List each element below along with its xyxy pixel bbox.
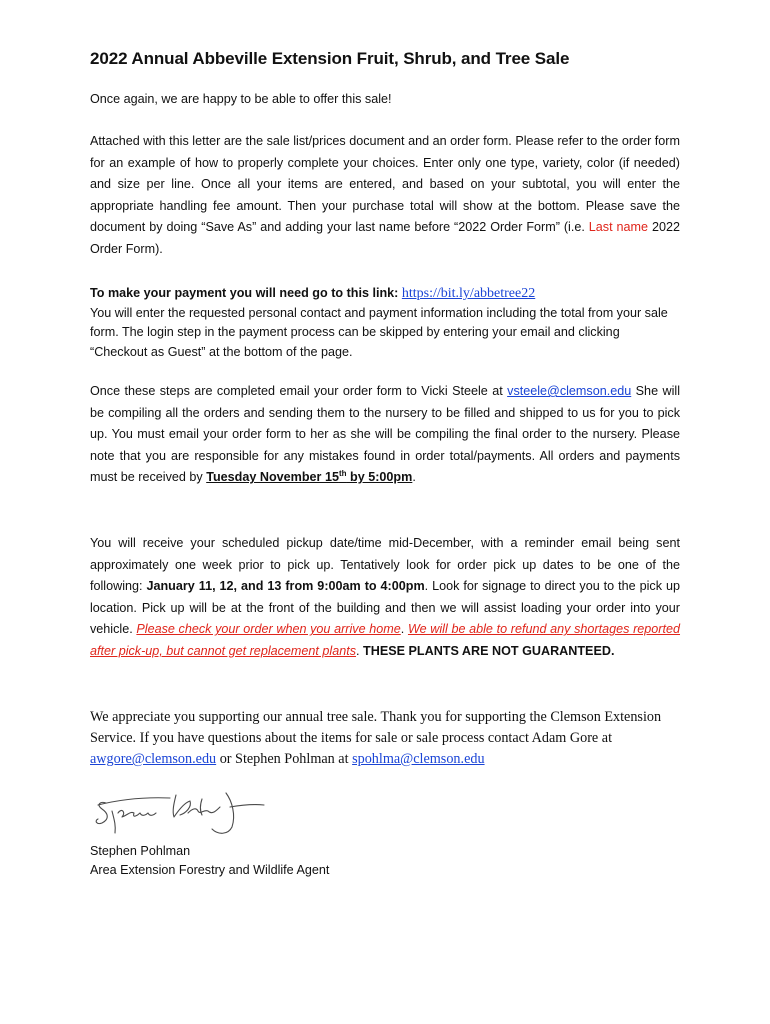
signer-name: Stephen Pohlman — [90, 844, 191, 858]
warning-separator: . — [400, 622, 408, 637]
thanks-text: We appreciate you supporting our annual tree sale. Thank you for supporting the Clemson Extension Service. If you have questions about the items for sale or sale process contact Adam Gore at — [90, 709, 662, 746]
vsteele-email-link[interactable]: vsteele@clemson.edu — [507, 384, 632, 398]
deadline-date: Tuesday November 15 — [206, 470, 339, 485]
pickup-paragraph — [90, 533, 680, 663]
pickup-text: You will receive your scheduled pickup date/time mid-December, with a reminder email being sent approximately one week prior to pick up. Tentatively look for order pick up dates to be one of the following: — [90, 536, 680, 594]
payment-paragraph — [90, 284, 680, 362]
refund-warning: We will be able to refund any shortages reported after pick-up, but cannot get replacement plants — [90, 622, 681, 658]
pickup-dates: January 11, 12, and 13 from 9:00am to 4:00pm — [146, 579, 425, 594]
deadline — [206, 470, 412, 484]
instructions-text-end: 2022 Order Form). — [90, 220, 681, 256]
pickup-text-2: . Look for signage to direct you to the pick up location. Pick up will be at the front of the building and then we will assist loading your order into your vehicle. — [90, 579, 680, 637]
thanks-text-2: or Stephen Pohlman at — [216, 751, 353, 767]
warning-separator-2: . — [356, 643, 364, 658]
deadline-period: . — [412, 470, 416, 485]
payment-link[interactable]: https://bit.ly/abbetree22 — [401, 286, 536, 301]
signer-title: Area Extension Forestry and Wildlife Agent — [90, 863, 330, 877]
awgore-email-link[interactable]: awgore@clemson.edu — [90, 751, 217, 767]
check-order-warning: Please check your order when you arrive home — [136, 622, 401, 637]
order-email-paragraph — [90, 381, 680, 489]
spohlma-email-link[interactable]: spohlma@clemson.edu — [352, 751, 485, 767]
payment-text: You will enter the requested personal contact and payment information including the total from your sale form. The login step in the payment process can be skipped by entering your email and clicking “Checkout as Guest” at the bottom of the page. — [90, 305, 668, 359]
last-name-highlight: Last name — [588, 220, 649, 235]
thanks-paragraph — [90, 707, 690, 770]
intro-paragraph: Once again, we are happy to be able to offer this sale! — [90, 92, 392, 106]
handwritten-signature — [92, 785, 272, 843]
order-email-text: Once these steps are completed email your order form to Vicki Steele at — [90, 384, 508, 398]
page-title: 2022 Annual Abbeville Extension Fruit, Shrub, and Tree Sale — [90, 49, 570, 68]
payment-lead: To make your payment you will need go to this link: — [90, 286, 399, 300]
not-guaranteed-notice: THESE PLANTS ARE NOT GUARANTEED. — [363, 643, 615, 658]
deadline-time: by 5:00pm — [346, 470, 413, 485]
instructions-text: Attached with this letter are the sale list/prices document and an order form. Please refer to the order form for an example of how to properly complete your choices. Enter only one type, variety, color (if needed) and size per line. Once all your items are entered, and based on your subtotal, you will enter the appropriate handling fee amount. Then your purchase total will show at the bottom. Please save the document by doing “Save As” and adding your last name before “2022 Order Form” (i.e. — [90, 134, 680, 235]
instructions-paragraph — [90, 131, 680, 261]
deadline-sup: th — [338, 469, 347, 479]
order-email-text-2: She will be compiling all the orders and sending them to the nursery to be filled and shipped to us for you to pick up. You must email your order form to her as she will be compiling the final order to the nursery. Please note that you are responsible for any mistakes found in order total/payments. All orders and payments must be received by — [90, 384, 680, 485]
